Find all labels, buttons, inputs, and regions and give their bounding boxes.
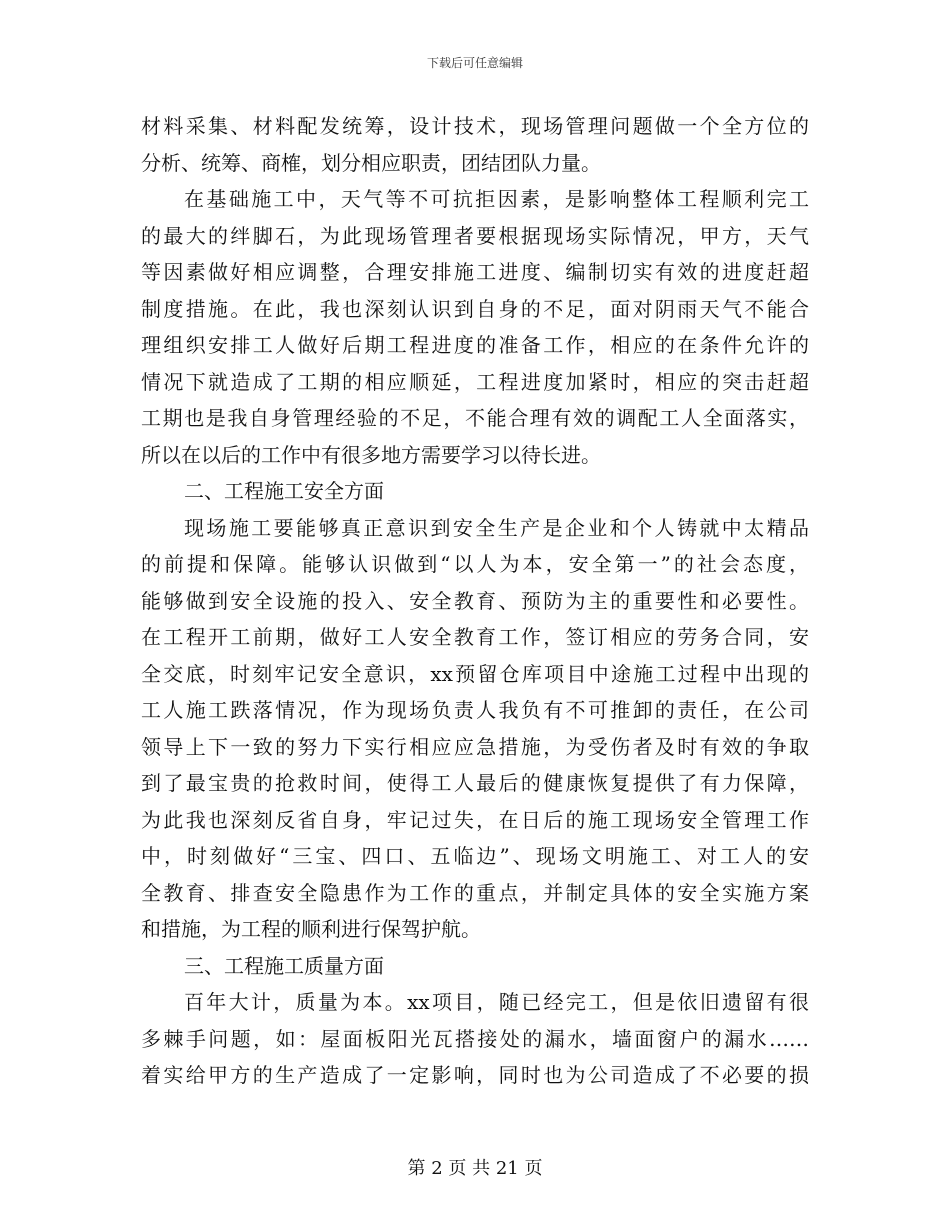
page-header: 下载后可任意编辑 [426, 56, 523, 70]
text-line: 分析、统筹、商榷，划分相应职责，团结团队力量。 [141, 150, 601, 175]
text-line: 工人施工跌落情况，作为现场负责人我负有不可推卸的责任，在公司 [141, 698, 809, 722]
text-line: 为此我也深刻反省自身，牢记过失，在日后的施工现场安全管理工作 [141, 807, 809, 832]
text-line: 制度措施。在此，我也深刻认识到自身的不足，面对阴雨天气不能合 [141, 296, 809, 321]
text-line: 工期也是我自身管理经验的不足，不能合理有效的调配工人全面落实， [141, 406, 809, 430]
section-heading: 二、工程施工安全方面 [184, 479, 384, 503]
text-line: 在工程开工前期，做好工人安全教育工作，签订相应的劳务合同，安 [141, 625, 809, 649]
text-line: 能够做到安全设施的投入、安全教育、预防为主的重要性和必要性。 [141, 588, 809, 613]
text-line: 全教育、排查安全隐患作为工作的重点，并制定具体的安全实施方案 [141, 880, 809, 905]
document-body [141, 108, 809, 1094]
text-line: 材料采集、材料配发统筹，设计技术，现场管理问题做一个全方位的 [141, 114, 809, 138]
text-line: 理组织安排工人做好后期工程进度的准备工作，相应的在条件允许的 [141, 333, 809, 357]
text-line: 所以在以后的工作中有很多地方需要学习以待长进。 [141, 442, 601, 467]
text-line: 的前提和保障。能够认识做到“以人为本，安全第一”的社会态度， [141, 552, 809, 576]
paragraph-start-line: 在基础施工中，天气等不可抗拒因素，是影响整体工程顺利完工 [184, 187, 809, 211]
text-line: 情况下就造成了工期的相应顺延，工程进度加紧时，相应的突击赶超 [141, 369, 809, 394]
text-line: 多棘手问题，如：屋面板阳光瓦搭接处的漏水，墙面窗户的漏水…… [141, 1026, 809, 1051]
section-heading: 三、工程施工质量方面 [184, 953, 384, 978]
paragraph-start-line: 百年大计，质量为本。xx项目，随已经完工，但是依旧遗留有很 [184, 990, 809, 1014]
text-line: 和措施，为工程的顺利进行保驾护航。 [141, 917, 481, 941]
text-line: 全交底，时刻牢记安全意识，xx预留仓库项目中途施工过程中出现的 [141, 661, 809, 686]
text-line: 领导上下一致的努力下实行相应应急措施，为受伤者及时有效的争取 [141, 734, 809, 759]
text-line: 中，时刻做好“三宝、四口、五临边”、现场文明施工、对工人的安 [141, 844, 809, 868]
paragraph-start-line: 现场施工要能够真正意识到安全生产是企业和个人铸就中太精品 [184, 515, 809, 540]
text-line: 的最大的绊脚石，为此现场管理者要根据现场实际情况，甲方，天气 [141, 223, 809, 248]
text-line: 着实给甲方的生产造成了一定影响，同时也为公司造成了不必要的损 [141, 1063, 809, 1087]
page-number-footer: 第 2 页 共 21 页 [407, 1158, 543, 1179]
text-line: 到了最宝贵的抢救时间，使得工人最后的健康恢复提供了有力保障， [141, 771, 809, 795]
text-line: 等因素做好相应调整，合理安排施工进度、编制切实有效的进度赶超 [141, 260, 809, 284]
